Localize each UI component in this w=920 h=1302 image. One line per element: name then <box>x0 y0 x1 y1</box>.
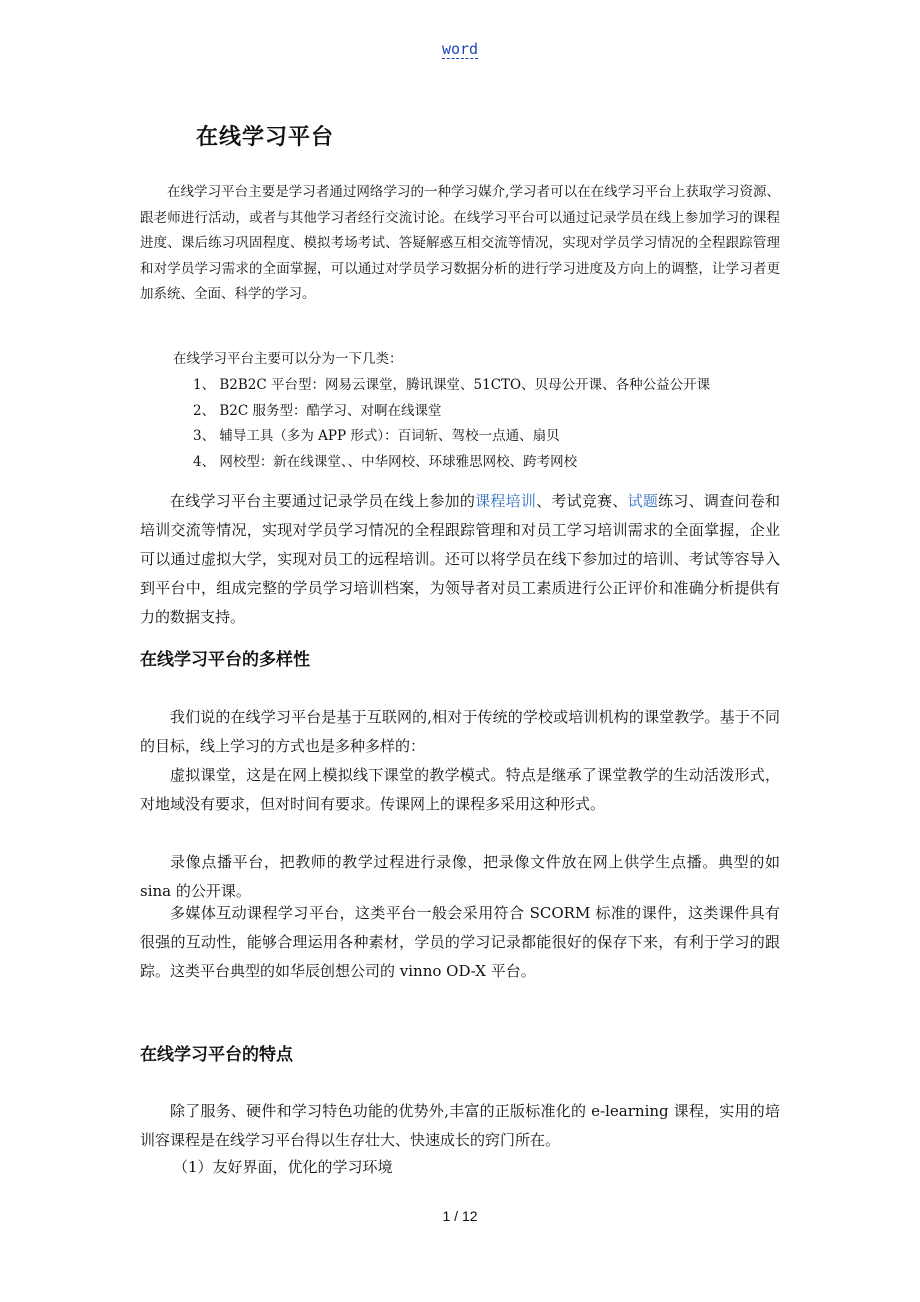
exam-questions-link[interactable]: 试题 <box>627 492 659 510</box>
section-heading-features: 在线学习平台的特点 <box>140 1045 293 1065</box>
page-header <box>0 40 920 59</box>
record-paragraph <box>140 487 780 632</box>
list-item: 2、 B2C 服务型：酷学习、对啊在线课堂 <box>193 402 442 419</box>
course-training-link[interactable]: 课程培训 <box>475 492 537 510</box>
record-text-2: 、考试竞赛、 <box>536 492 628 510</box>
list-item: 3、 辅导工具（多为 APP 形式）：百词斩、驾校一点通、扇贝 <box>193 428 560 444</box>
section-heading-diversity: 在线学习平台的多样性 <box>140 650 310 670</box>
features-paragraph-1: 除了服务、硬件和学习特色功能的优势外,丰富的正版标准化的 e-learning 课程，实用的培训容课程是在线学习平台得以生存壮大、快速成长的窍门所在。 <box>140 1102 780 1149</box>
features-subheading-1: （1）友好界面，优化的学习环境 <box>173 1158 393 1176</box>
diversity-paragraph-1: 我们说的在线学习平台是基于互联网的,相对于传统的学校或培训机构的课堂教学。基于不同的目标，线上学习的方式也是多种多样的： <box>140 708 780 755</box>
intro-paragraph: 在线学习平台主要是学习者通过网络学习的一种学习媒介,学习者可以在在线学习平台上获取学习资源、跟老师进行活动，或者与其他学习者经行交流讨论。在线学习平台可以通过记录学员在线上参加学习的课程进度、课后练习巩固程度、模拟考场考试、答疑解惑互相交流等情况，实现对学员学习情况的全程跟踪管理和对学员学习需求的全面掌握，可以通过对学员学习数据分析的进行学习进度及方向上的调整，让学习者更加系统、全面、科学的学习。 <box>140 184 780 302</box>
diversity-paragraph-3: 录像点播平台，把教师的教学过程进行录像，把录像文件放在网上供学生点播。典型的如 sina 的公开课。 <box>140 853 780 900</box>
categories-list <box>193 373 710 475</box>
list-item: 1、 B2B2C 平台型：网易云课堂，腾讯课堂、51CTO、贝母公开课、各种公益公开课 <box>193 377 711 393</box>
categories-intro: 在线学习平台主要可以分为一下几类： <box>173 351 403 367</box>
record-text-1: 在线学习平台主要通过记录学员在线上参加的 <box>170 492 476 510</box>
document-title: 在线学习平台 <box>196 125 335 150</box>
header-word-link[interactable]: word <box>441 40 479 58</box>
list-item: 4、 网校型：新在线课堂、、中华网校、环球雅思网校、跨考网校 <box>193 453 578 470</box>
diversity-paragraph-2: 虚拟课堂，这是在网上模拟线下课堂的教学模式。特点是继承了课堂教学的生动活泼形式，对地域没有要求，但对时间有要求。传课网上的课程多采用这种形式。 <box>140 766 780 813</box>
record-text-3: 练习、调查问卷和培训交流等情况，实现对学员学习情况的全程跟踪管理和对员工学习培训需求的全面掌握，企业可以通过虚拟大学，实现对员工的远程培训。还可以将学员在线下参加过的培训、考试等容导入到平台中，组成完整的学员学习培训档案，为领导者对员工素质进行公正评价和准确分析提供有力的数据支持。 <box>140 492 780 626</box>
diversity-paragraph-4: 多媒体互动课程学习平台，这类平台一般会采用符合 SCORM 标准的课件，这类课件具有很强的互动性，能够合理运用各种素材，学员的学习记录都能很好的保存下来，有利于学习的跟踪。这类平台典型的如华辰创想公司的 vinno OD-X 平台。 <box>140 904 780 980</box>
page-number: 1 / 12 <box>442 1208 478 1224</box>
